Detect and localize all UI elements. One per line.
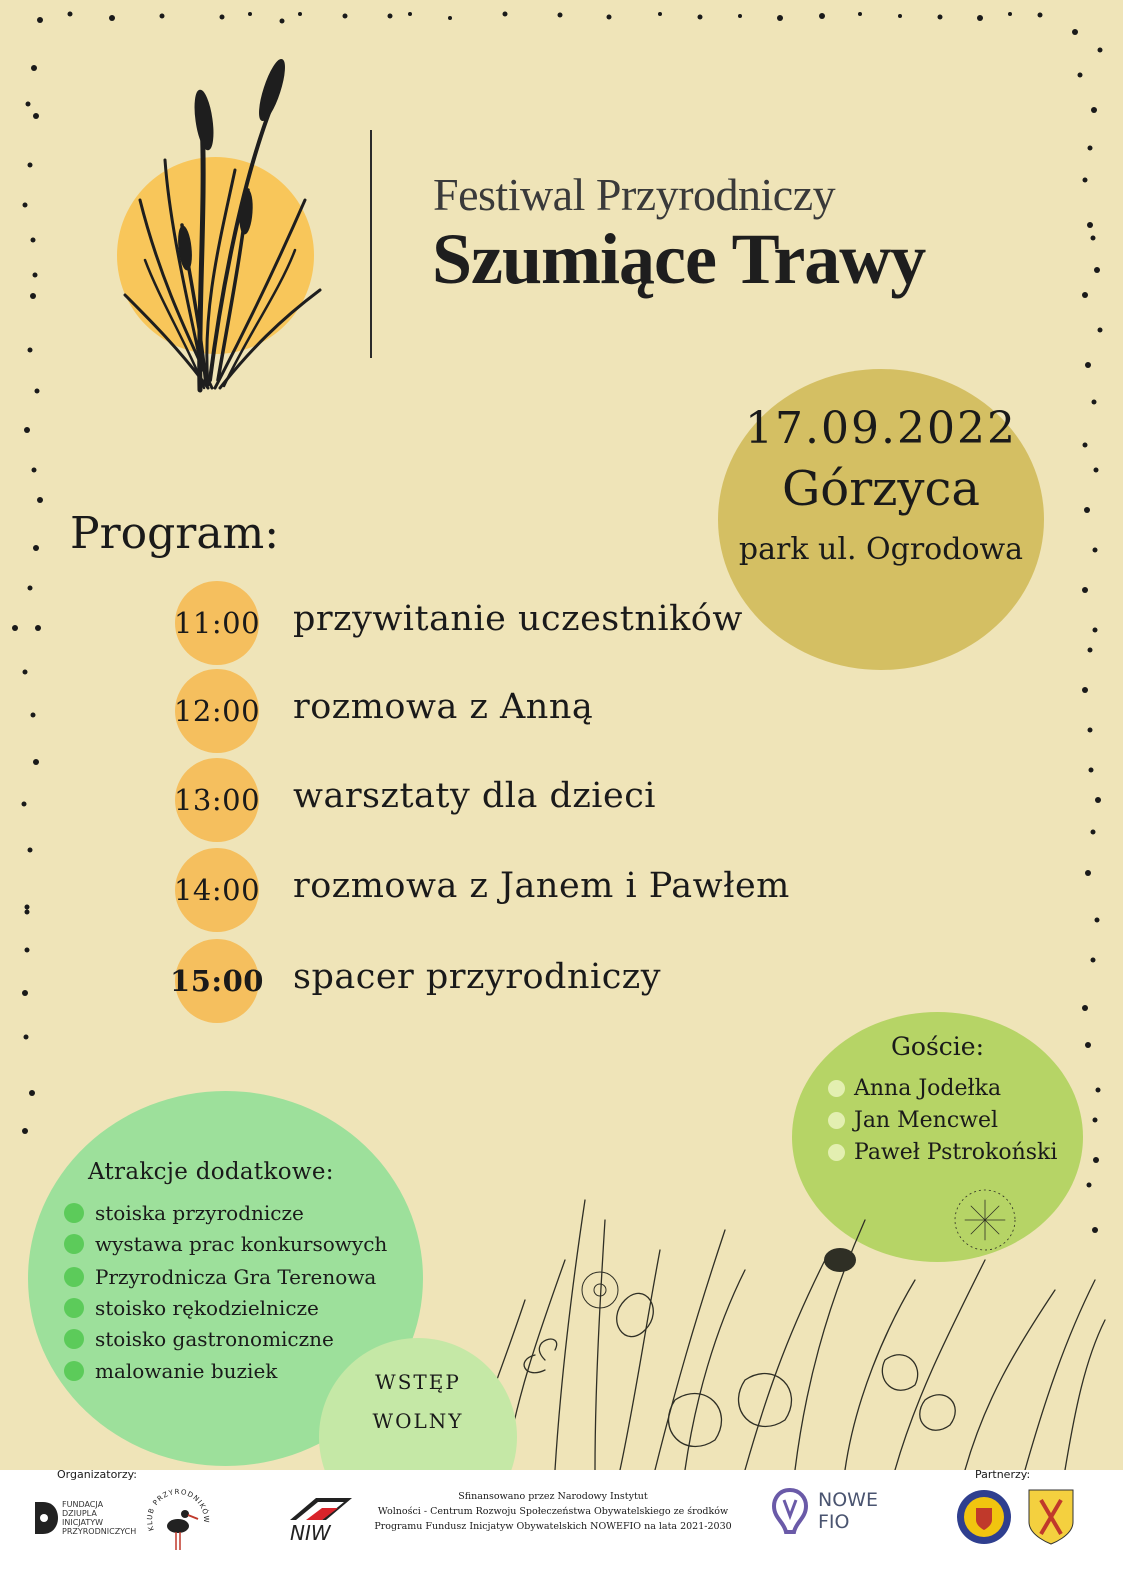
partner-crest-1-icon — [955, 1488, 1013, 1546]
grass-silhouette-icon — [120, 50, 330, 400]
bullet-icon — [64, 1361, 84, 1381]
guest-name: Paweł Pstrokoński — [854, 1140, 1058, 1165]
attraction-item — [64, 1232, 387, 1256]
guest-name: Anna Jodełka — [854, 1076, 1002, 1101]
program-time: 12:00 — [175, 669, 259, 753]
program-time: 11:00 — [175, 581, 259, 665]
attraction-label: stoisko gastronomiczne — [95, 1327, 334, 1351]
program-label: warsztaty dla dzieci — [293, 776, 656, 816]
dziupla-foundation-name: FUNDACJA DZIUPLA INICJATYW PRZYRODNICZYCH — [62, 1500, 137, 1536]
attraction-label: stoiska przyrodnicze — [95, 1201, 304, 1225]
partners-label: Partnerzy: — [975, 1468, 1031, 1481]
program-heading: Program: — [70, 508, 280, 559]
bullet-icon — [64, 1267, 84, 1287]
attraction-item — [64, 1327, 334, 1351]
niw-logo-icon — [282, 1494, 358, 1542]
bullet-icon — [64, 1203, 84, 1223]
program-label: rozmowa z Janem i Pawłem — [293, 866, 790, 906]
bullet-icon — [64, 1298, 84, 1318]
partner-crest-2-icon — [1027, 1488, 1075, 1546]
organizers-label: Organizatorzy: — [57, 1468, 138, 1481]
program-label: rozmowa z Anną — [293, 687, 594, 727]
event-city: Górzyca — [781, 461, 981, 517]
bullet-icon — [64, 1234, 84, 1254]
bullet-icon — [64, 1329, 84, 1349]
program-item — [170, 939, 875, 1025]
program-time: 13:00 — [175, 758, 259, 842]
guest-item — [828, 1076, 1001, 1101]
wildflowers-illustration — [445, 1160, 1115, 1470]
program-item — [175, 581, 875, 667]
attraction-item — [64, 1265, 376, 1289]
svg-text:KLUB PRZYRODNIKÓW: KLUB PRZYRODNIKÓW — [145, 1487, 211, 1532]
festival-title: Szumiące Trawy — [432, 219, 926, 299]
entry-line1: WSTĘP — [375, 1370, 461, 1394]
bullet-icon — [828, 1080, 845, 1097]
attractions-heading: Atrakcje dodatkowe: — [88, 1159, 334, 1185]
stork-club-logo-icon — [140, 1486, 216, 1562]
program-item — [175, 758, 875, 844]
guests-heading: Goście: — [890, 1032, 985, 1061]
footer — [0, 1470, 1123, 1588]
attraction-label: Przyrodnicza Gra Terenowa — [95, 1265, 377, 1289]
guest-item — [828, 1108, 998, 1133]
bullet-icon — [828, 1112, 845, 1129]
event-date: 17.09.2022 — [745, 403, 1017, 454]
entry-line2: WOLNY — [372, 1409, 464, 1433]
svg-text:NIW: NIW — [290, 1521, 331, 1542]
attraction-label: wystawa prac konkursowych — [95, 1232, 388, 1256]
attraction-label: stoisko rękodzielnicze — [95, 1296, 319, 1320]
attraction-item — [64, 1359, 277, 1383]
program-item — [175, 669, 875, 755]
attraction-item — [64, 1296, 319, 1320]
program-label: przywitanie uczestników — [293, 599, 743, 639]
nowe-fio-logo-icon — [770, 1486, 810, 1536]
program-time: 14:00 — [175, 848, 259, 932]
title-divider — [370, 130, 372, 358]
program-label: spacer przyrodniczy — [293, 957, 662, 997]
program-time: 15:00 — [175, 939, 259, 1023]
attraction-label: malowanie buziek — [95, 1359, 278, 1383]
dziupla-logo-icon — [33, 1500, 59, 1536]
funding-statement: Sfinansowano przez Narodowy Instytut Wolności - Centrum Rozwoju Społeczeństwa Obywatelskiego ze środków Programu Fundusz Inicjatyw Obywatelskich NOWEFIO na lata 2021-2030 — [374, 1491, 732, 1532]
program-item — [175, 848, 875, 934]
guest-name: Jan Mencwel — [854, 1108, 999, 1133]
bullet-icon — [828, 1144, 845, 1161]
nowe-fio-text: NOWE FIO — [818, 1489, 878, 1533]
event-place: park ul. Ogrodowa — [738, 532, 1024, 567]
festival-subtitle: Festiwal Przyrodniczy — [433, 169, 836, 220]
attraction-item — [64, 1201, 304, 1225]
